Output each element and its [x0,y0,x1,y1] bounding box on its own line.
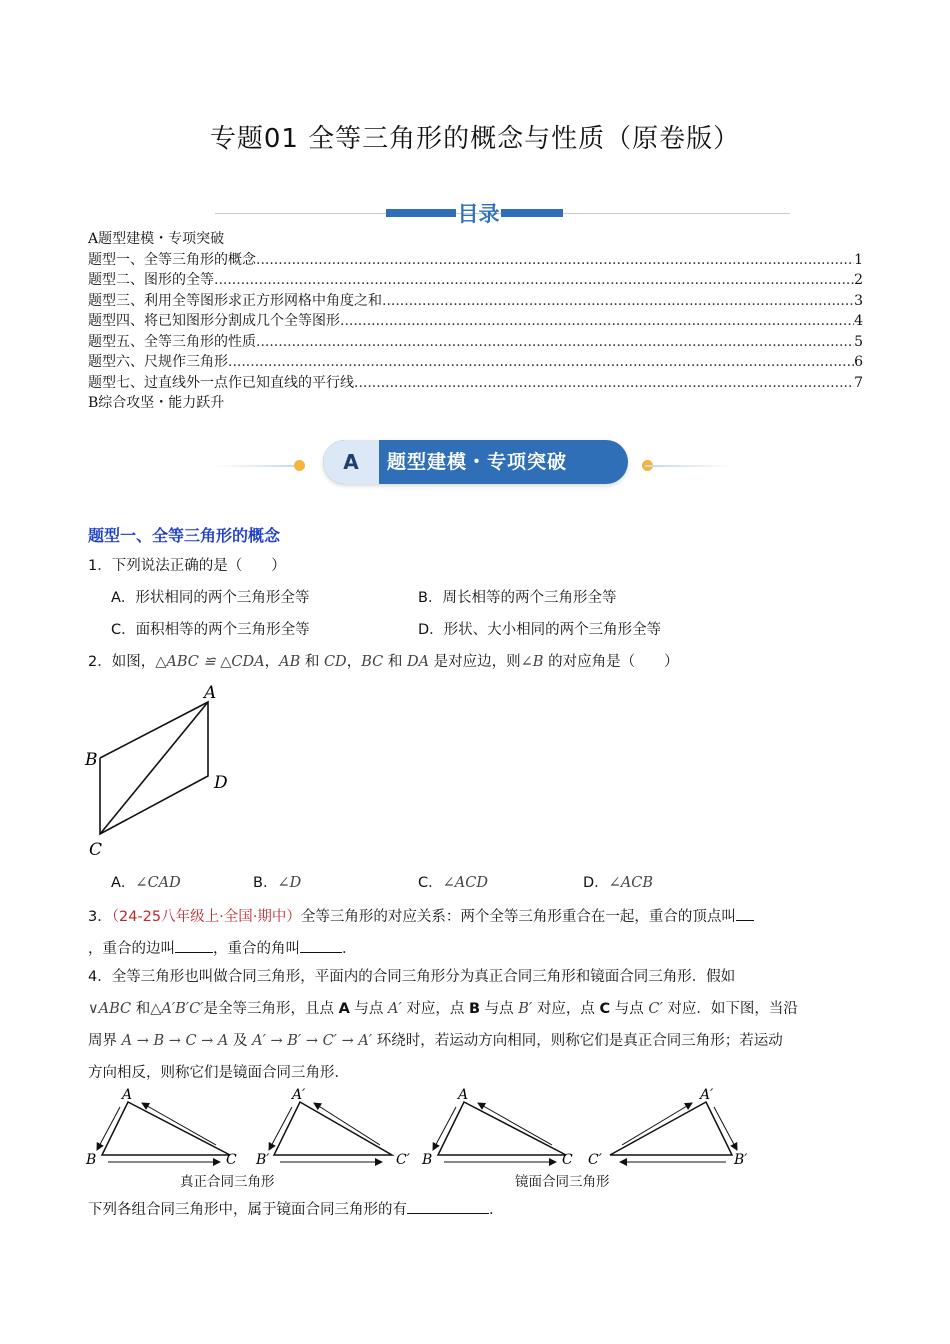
q4-pa2: A′ [388,1001,402,1017]
q4-tri2-arrow-ca [314,1103,380,1145]
q4-pc2: C′ [648,1001,663,1017]
q4-t2: 与点 [349,1001,389,1017]
q2-sep3: 是对应边，则 [429,654,521,670]
q4-triangle-4 [588,1087,748,1168]
toc-item-label: 题型六、尺规作三角形 [88,354,228,370]
toc-item-label: 题型五、全等三角形的性质 [88,333,256,350]
q4-tri2-shape [274,1102,392,1155]
toc-item[interactable] [88,270,863,291]
toc-bar-right [501,209,563,217]
toc-item[interactable] [88,311,863,332]
q4-abc: ∨ABC [88,1001,132,1017]
q4-tri1-arrow-ca [142,1103,216,1145]
q2-option-key: D． [583,875,609,891]
q4-tri4-arrow-ab [714,1107,737,1150]
banner-line-right [645,465,735,467]
q4-line3 [88,1031,783,1051]
q3-source: （24-25八年级上·全国·期中） [111,909,301,925]
q4-t6: 与点 [610,1001,649,1017]
toc-item-label: 题型三、利用全等图形求正方形网格中角度之和 [88,292,382,309]
q4-label-a-3: A [458,1087,469,1103]
toc-item-page: 7 [854,374,863,391]
q4-label-a1-4: A′ [700,1087,714,1103]
q2-sep1: ， [264,654,280,670]
toc-item-page: 3 [854,292,863,309]
toc-item-label: 题型四、将已知图形分割成几个全等图形 [88,313,340,329]
q3-line2 [88,938,357,959]
q4-answer-blank[interactable] [407,1199,489,1214]
toc-item-label: 题型二、图形的全等 [88,272,214,288]
q4-line3c: 环绕时，若运动方向相同，则称它们是真正合同三角形；若运动 [372,1033,783,1049]
q3-text4: ． [342,941,357,957]
q4-tri4-arrow-ca [622,1103,692,1145]
toc-header [215,198,790,228]
q4-path1: A → B → C → A [121,1033,229,1049]
toc-item[interactable] [88,373,863,394]
q4-line3a: 周界 [88,1033,122,1049]
banner-line-left [215,465,300,467]
q4-label-b1: B′ [256,1152,270,1168]
q1-option-a[interactable]: A．形状相同的两个三角形全等 [111,590,310,606]
q2-option-c[interactable] [418,873,488,893]
q2-option-value: ∠D [277,875,302,891]
q3-text3: ，重合的角叫 [213,941,300,957]
q4-label-a1: A′ [292,1087,306,1103]
q3-blank-1[interactable] [736,906,754,921]
q2-diagonal-ac [100,702,208,834]
q4-pb2: B′ [518,1001,533,1017]
q2-congruence: △ABC ≌ △CDA [155,654,265,670]
section-banner [215,440,735,486]
q4-t3: 对应，点 [401,1001,470,1017]
q2-ab: AB [279,654,301,670]
q2-sep2: ， [346,654,362,670]
banner-letter: A [323,440,379,484]
q2-option-value: ∠ACD [442,875,488,891]
section-title: 题型一、全等三角形的概念 [88,526,281,545]
q2-da: DA [406,654,430,670]
q2-label-a: A [204,683,217,703]
q4-caption-true: 真正合同三角形 [180,1174,275,1190]
q4-path2: A′ → B′ → C′ → A′ [252,1033,373,1049]
q4-tri3-shape [438,1102,566,1155]
q4-tri4-shape [610,1102,732,1155]
q4-triangle-1 [85,1087,237,1168]
q2-option-value: ∠CAD [135,875,181,891]
q4-pb: B [469,1001,481,1017]
q4-triangle-2 [255,1087,411,1168]
q2-bc: BC [361,654,384,670]
q4-tri3-arrow-ab [433,1107,456,1150]
toc-item-label: 题型七、过直线外一点作已知直线的平行线 [88,374,354,391]
q3-line1 [88,906,858,927]
banner-text: 题型建模・专项突破 [387,451,568,473]
q4-tri3-arrow-ca [478,1103,552,1145]
q3-num: 3． [88,909,112,925]
toc-item-page: 2 [854,272,863,288]
q4-label-c-3: C [562,1152,573,1168]
q4-tri1-arrow-ab [97,1107,120,1150]
q4-pc: C [599,1001,611,1017]
q2-option-key: B． [253,875,278,891]
q4-label-b: B [86,1152,97,1168]
q4-and: 和 [131,1001,151,1017]
q3-text1: 全等三角形的对应关系：两个全等三角形重合在一起，重合的顶点叫 [300,909,736,925]
q2-option-value: ∠ACB [608,875,654,891]
toc-section-b[interactable]: B综合攻坚・能力跃升 [88,395,225,411]
q2-figure [80,680,250,860]
q4-last-line [88,1199,504,1220]
toc-item[interactable] [88,352,863,373]
toc-heading: 目录 [457,202,500,226]
toc-item-label: 题型一、全等三角形的概念 [88,251,256,268]
q3-blank-2[interactable] [175,938,213,953]
toc-item[interactable] [88,250,863,271]
q2-sep4: 的对应角是（ ） [543,654,679,670]
q4-label-b-3: B [422,1152,433,1168]
q4-label-c1: C′ [396,1152,410,1168]
q4-line3b: 及 [228,1033,253,1049]
q4-t7: 对应．如下图，当沿 [662,1001,798,1017]
q2-option-a[interactable] [111,873,181,893]
banner-dot-left [294,460,305,471]
q2-label-b: B [85,750,98,770]
q2-and2: 和 [383,654,407,670]
q3-text2: ，重合的边叫 [88,941,175,957]
q4-label-c1-4: C′ [588,1152,602,1168]
q2-stem [88,652,679,672]
q4-line4: 方向相反，则称它们是镜面合同三角形． [88,1065,349,1081]
q4-abc2: △A′B′C′ [150,1001,204,1017]
q2-option-key: C． [418,875,443,891]
q2-num: 2．如图， [88,654,156,670]
q2-and1: 和 [300,654,324,670]
q4-label-a: A [122,1087,133,1103]
q2-angle-b: ∠B [520,654,544,670]
toc-item-page: 5 [854,333,863,350]
q4-caption-mirror: 镜面合同三角形 [515,1174,610,1190]
toc-item[interactable] [88,332,863,353]
q4-last-text: 下列各组合同三角形中，属于镜面合同三角形的有 [88,1202,407,1218]
toc-item-page: 1 [854,251,863,268]
q2-option-d[interactable] [583,873,653,893]
q4-t1: 是全等三角形，且点 [203,1001,339,1017]
q4-line1: 4．全等三角形也叫做合同三角形，平面内的合同三角形分为真正合同三角形和镜面合同三角形．假如 [88,969,736,985]
q2-option-key: A． [111,875,136,891]
q4-triangle-3 [421,1087,573,1168]
q4-t5: 对应，点 [532,1001,600,1017]
q2-label-d: D [214,773,228,793]
q1-option-d[interactable]: D．形状、大小相同的两个三角形全等 [418,622,662,638]
page-title: 专题01 全等三角形的概念与性质（原卷版） [209,124,741,154]
q4-label-c: C [226,1152,237,1168]
banner-pill [323,440,628,484]
q4-pa: A [338,1001,350,1017]
toc-section-a[interactable]: A题型建模・专项突破 [88,231,225,247]
q2-option-b[interactable] [253,873,301,893]
q4-tri1-shape [102,1102,230,1155]
toc-item-page: 4 [854,313,863,329]
q4-t4: 与点 [480,1001,519,1017]
table-of-contents [88,229,863,414]
q4-line2 [88,999,798,1019]
q4-end: ． [489,1202,504,1218]
q4-label-b1-4: B′ [734,1152,748,1168]
q2-cd: CD [323,654,347,670]
toc-item[interactable] [88,291,863,312]
q1-stem: 1．下列说法正确的是（ ） [88,558,286,574]
q3-blank-3[interactable] [300,938,342,953]
q1-option-c[interactable]: C．面积相等的两个三角形全等 [111,622,310,638]
q2-label-c: C [89,840,103,860]
q4-tri2-arrow-ab [269,1107,292,1150]
q1-option-b[interactable]: B．周长相等的两个三角形全等 [418,590,617,606]
toc-bar-left [386,209,456,217]
toc-item-page: 6 [854,354,863,370]
